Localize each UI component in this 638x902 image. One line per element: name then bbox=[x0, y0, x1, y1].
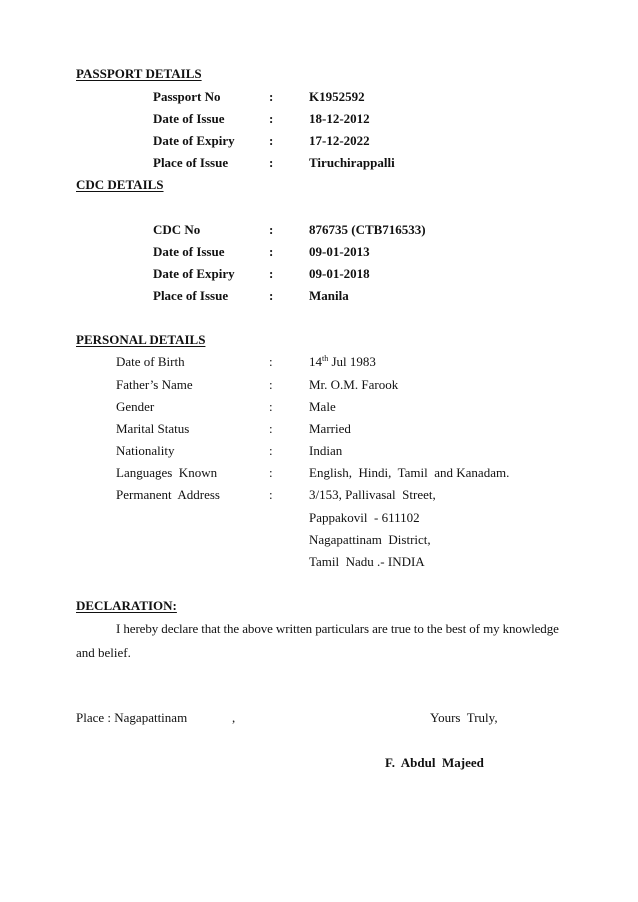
passport-expiry-date-value: 17-12-2022 bbox=[309, 133, 370, 148]
date-of-birth-label: Date of Birth bbox=[116, 354, 185, 369]
place-comma: , bbox=[232, 710, 236, 725]
cdc-expiry-date-value: 09-01-2018 bbox=[309, 266, 370, 281]
passport-issue-place-label: Place of Issue bbox=[153, 155, 229, 170]
dob-day: 14 bbox=[309, 354, 322, 369]
signature-name: F. Abdul Majeed bbox=[385, 755, 484, 770]
separator: : bbox=[269, 465, 273, 480]
separator: : bbox=[269, 133, 274, 148]
separator: : bbox=[269, 377, 273, 392]
separator: : bbox=[269, 487, 273, 502]
separator: : bbox=[269, 89, 274, 104]
separator: : bbox=[269, 288, 274, 303]
separator: : bbox=[269, 354, 273, 369]
personal-details-heading: PERSONAL DETAILS bbox=[76, 332, 206, 347]
address-line-2: Pappakovil - 611102 bbox=[309, 510, 420, 525]
cdc-issue-place-value: Manila bbox=[309, 288, 349, 303]
date-of-birth-value bbox=[309, 354, 376, 370]
address-line-1: 3/153, Pallivasal Street, bbox=[309, 487, 436, 502]
separator: : bbox=[269, 222, 274, 237]
separator: : bbox=[269, 244, 274, 259]
passport-issue-date-label: Date of Issue bbox=[153, 111, 225, 126]
address-line-3: Nagapattinam District, bbox=[309, 532, 431, 547]
dob-day-suffix: th bbox=[322, 354, 329, 363]
separator: : bbox=[269, 155, 274, 170]
fathers-name-label: Father’s Name bbox=[116, 377, 193, 392]
declaration-text-line-2: and belief. bbox=[76, 645, 131, 660]
address-line-4: Tamil Nadu .- INDIA bbox=[309, 554, 425, 569]
separator: : bbox=[269, 266, 274, 281]
separator: : bbox=[269, 443, 273, 458]
closing-text: Yours Truly, bbox=[430, 710, 498, 725]
passport-issue-date-value: 18-12-2012 bbox=[309, 111, 370, 126]
gender-label: Gender bbox=[116, 399, 155, 414]
declaration-text-line-1: I hereby declare that the above written particulars are true to the best of my knowledge bbox=[116, 621, 559, 636]
cdc-number-value: 876735 (CTB716533) bbox=[309, 222, 426, 237]
cdc-number-label: CDC No bbox=[153, 222, 201, 237]
fathers-name-value: Mr. O.M. Farook bbox=[309, 377, 399, 392]
separator: : bbox=[269, 399, 273, 414]
declaration-heading: DECLARATION: bbox=[76, 598, 177, 613]
passport-issue-place-value: Tiruchirappalli bbox=[309, 155, 395, 170]
passport-number-label: Passport No bbox=[153, 89, 221, 104]
passport-expiry-date-label: Date of Expiry bbox=[153, 133, 235, 148]
dob-month-year: Jul 1983 bbox=[328, 354, 376, 369]
passport-details-heading: PASSPORT DETAILS bbox=[76, 66, 202, 81]
nationality-label: Nationality bbox=[116, 443, 175, 458]
cdc-expiry-date-label: Date of Expiry bbox=[153, 266, 235, 281]
cdc-issue-date-value: 09-01-2013 bbox=[309, 244, 370, 259]
place-text: Place : Nagapattinam bbox=[76, 710, 188, 725]
nationality-value: Indian bbox=[309, 443, 343, 458]
cdc-issue-place-label: Place of Issue bbox=[153, 288, 229, 303]
cdc-details-heading: CDC DETAILS bbox=[76, 177, 164, 192]
languages-known-label: Languages Known bbox=[116, 465, 218, 480]
marital-status-value: Married bbox=[309, 421, 351, 436]
separator: : bbox=[269, 111, 274, 126]
marital-status-label: Marital Status bbox=[116, 421, 190, 436]
permanent-address-label: Permanent Address bbox=[116, 487, 220, 502]
gender-value: Male bbox=[309, 399, 336, 414]
passport-number-value: K1952592 bbox=[309, 89, 365, 104]
separator: : bbox=[269, 421, 273, 436]
cdc-issue-date-label: Date of Issue bbox=[153, 244, 225, 259]
languages-known-value: English, Hindi, Tamil and Kanadam. bbox=[309, 465, 510, 480]
